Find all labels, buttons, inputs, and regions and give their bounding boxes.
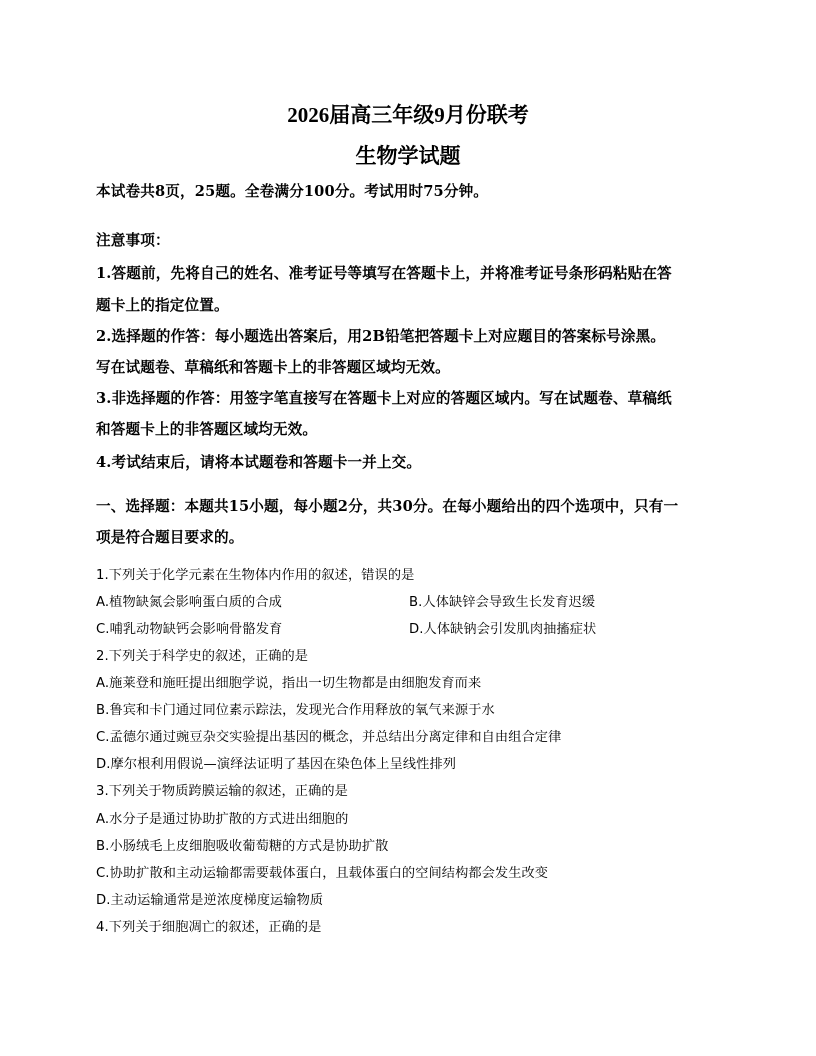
option-c: C.协助扩散和主动运输都需要载体蛋白，且载体蛋白的空间结构都会发生改变 [96, 866, 549, 881]
option-b: B.小肠绒毛上皮细胞吸收葡萄糖的方式是协助扩散 [96, 839, 389, 854]
notice-line: 4.考试结束后，请将本试题卷和答题卡一并上交。 [96, 454, 422, 471]
option-a: A.植物缺氮会影响蛋白质的合成 [96, 595, 282, 610]
section-heading: 一、选择题：本题共15小题，每小题2分，共30分。在每小题给出的四个选项中，只有一 [96, 498, 679, 515]
notice-line: 2.选择题的作答：每小题选出答案后，用2B铅笔把答题卡上对应题目的答案标号涂黑。 [96, 328, 666, 345]
option-a: A.水分子是通过协助扩散的方式进出细胞的 [96, 812, 349, 827]
notice-line: 3.非选择题的作答：用签字笔直接写在答题卡上对应的答题区域内。写在试题卷、草稿纸 [96, 390, 672, 407]
notice-heading: 注意事项： [96, 232, 170, 249]
option-a: A.施莱登和施旺提出细胞学说，指出一切生物都是由细胞发育而来 [96, 676, 482, 691]
notice-line: 写在试题卷、草稿纸和答题卡上的非答题区域均无效。 [96, 359, 450, 376]
question-stem: 1.下列关于化学元素在生物体内作用的叙述，错误的是 [96, 568, 415, 583]
exam-title: 2026届高三年级9月份联考 [287, 103, 529, 127]
option-d: D.摩尔根利用假说—演绎法证明了基因在染色体上呈线性排列 [96, 757, 457, 772]
exam-intro: 本试卷共8页，25题。全卷满分100分。考试用时75分钟。 [96, 183, 489, 200]
option-c: C.孟德尔通过豌豆杂交实验提出基因的概念，并总结出分离定律和自由组合定律 [96, 730, 562, 745]
question-stem: 3.下列关于物质跨膜运输的叙述，正确的是 [96, 784, 348, 799]
option-d: D.人体缺钠会引发肌肉抽搐症状 [409, 622, 597, 637]
notice-line: 和答题卡上的非答题区域均无效。 [96, 421, 318, 438]
option-b: B.人体缺锌会导致生长发育迟缓 [409, 595, 596, 610]
notice-line: 题卡上的指定位置。 [96, 297, 229, 314]
option-c: C.哺乳动物缺钙会影响骨骼发育 [96, 622, 283, 637]
option-d: D.主动运输通常是逆浓度梯度运输物质 [96, 893, 324, 908]
subject-title: 生物学试题 [355, 144, 461, 168]
question-stem: 4.下列关于细胞凋亡的叙述，正确的是 [96, 920, 322, 935]
question-stem: 2.下列关于科学史的叙述，正确的是 [96, 649, 309, 664]
notice-line: 1.答题前，先将自己的姓名、准考证号等填写在答题卡上，并将准考证号条形码粘贴在答 [96, 265, 672, 282]
section-heading: 项是符合题目要求的。 [96, 529, 244, 546]
option-b: B.鲁宾和卡门通过同位素示踪法，发现光合作用释放的氧气来源于水 [96, 703, 495, 718]
